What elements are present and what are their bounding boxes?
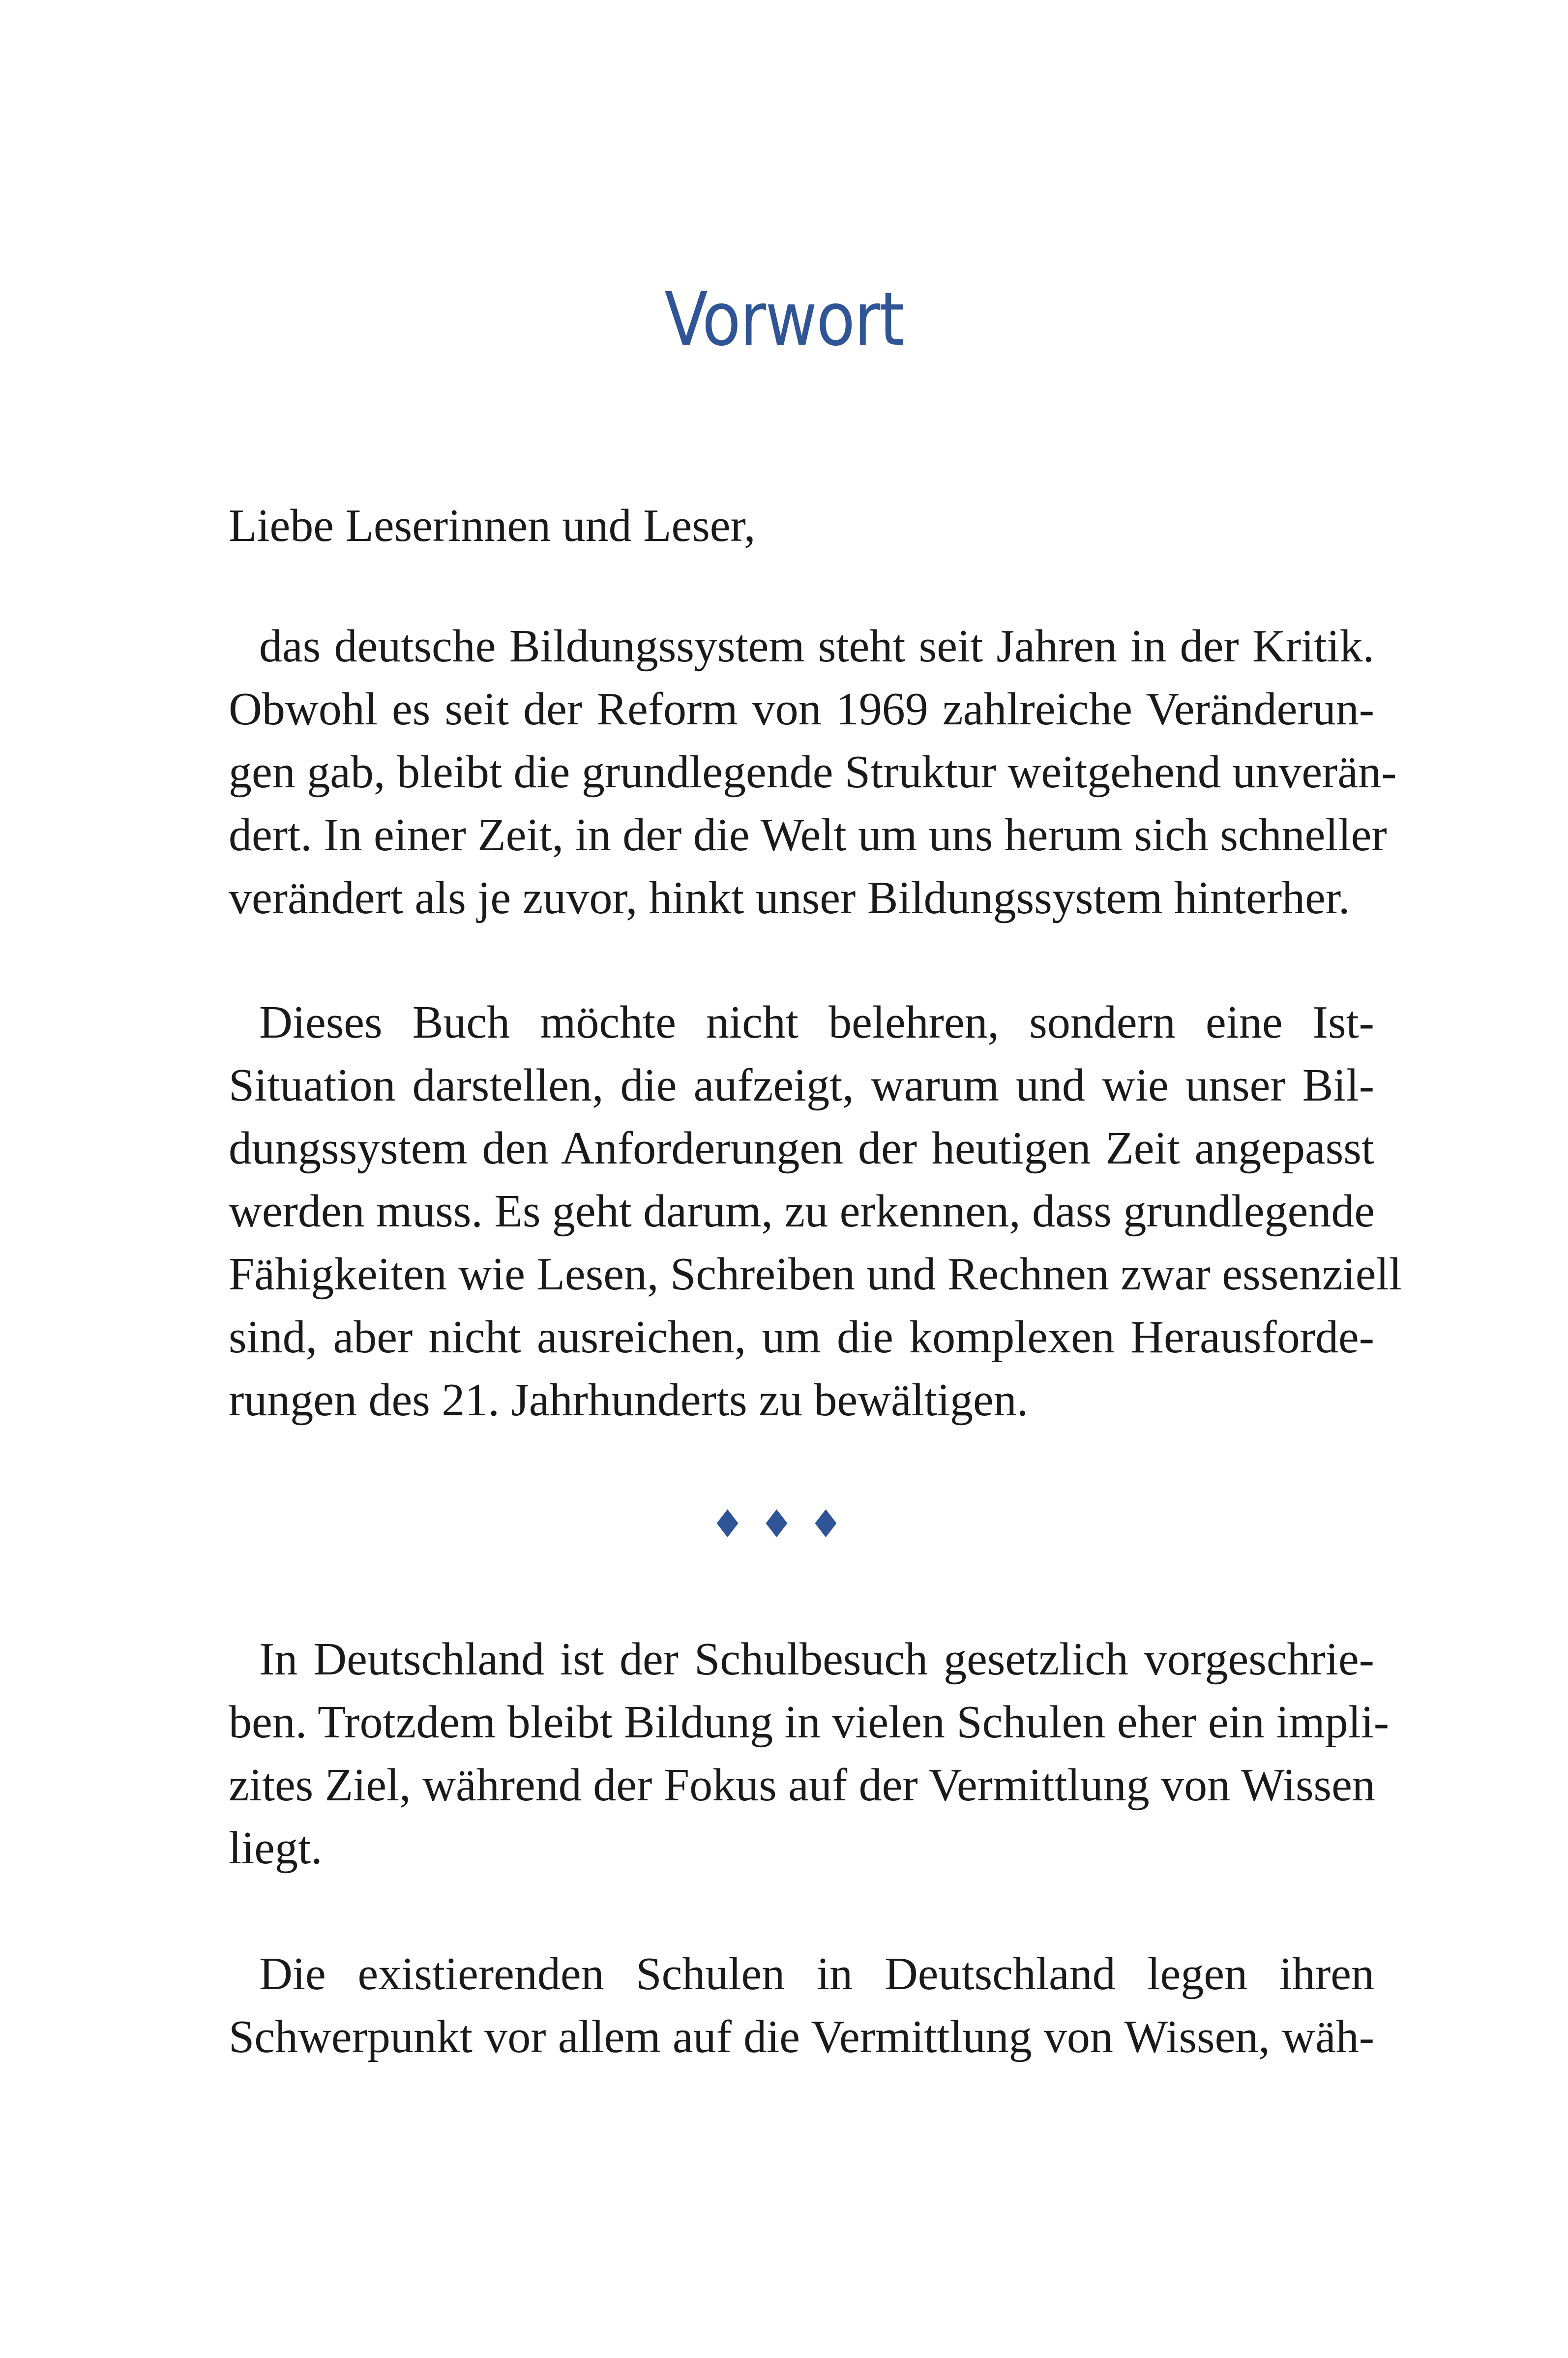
paragraph-1 <box>229 615 1397 929</box>
paragraph-line: Die existierenden Schulen in Deutschland legen ihren <box>259 1948 1374 2000</box>
paragraph-line: rungen des 21. Jahrhunderts zu bewältigen. <box>229 1374 1029 1426</box>
paragraph-line: liegt. <box>229 1822 323 1874</box>
paragraph-line: das deutsche Bildungssystem steht seit Jahren in der Kritik. <box>259 621 1374 672</box>
paragraph-line: sind, aber nicht ausreichen, um die komplexen Herausforde- <box>229 1312 1374 1363</box>
paragraph-line: Situation darstellen, die aufzeigt, warum und wie unser Bil- <box>229 1060 1374 1111</box>
paragraph-line: Obwohl es seit der Reform von 1969 zahlreiche Veränderun- <box>229 684 1374 735</box>
paragraph-3 <box>229 1628 1390 1880</box>
salutation: Liebe Leserinnen und Leser, <box>229 500 756 551</box>
paragraph-line: ben. Trotzdem bleibt Bildung in vielen Schulen eher ein impli- <box>229 1697 1390 1748</box>
paragraph-line: verändert als je zuvor, hinkt unser Bildungssystem hinterher. <box>229 872 1350 924</box>
paragraph-2 <box>229 991 1402 1432</box>
section-separator-diamonds: ♦♦♦ <box>710 1502 858 1547</box>
paragraph-line: Fähigkeiten wie Lesen, Schreiben und Rechnen zwar essenziell <box>229 1249 1402 1300</box>
page-title: Vorwort <box>664 277 904 362</box>
paragraph-line: dungssystem den Anforderungen der heutigen Zeit angepasst <box>229 1123 1374 1174</box>
paragraph-line: werden muss. Es geht darum, zu erkennen, dass grundlegende <box>229 1186 1375 1237</box>
paragraph-line: In Deutschland ist der Schulbesuch gesetzlich vorgeschrie- <box>259 1634 1374 1685</box>
paragraph-line: zites Ziel, während der Fokus auf der Vermittlung von Wissen <box>229 1760 1375 1811</box>
paragraph-line: Dieses Buch möchte nicht belehren, sondern eine Ist- <box>259 997 1374 1048</box>
paragraph-line: gen gab, bleibt die grundlegende Struktur weitgehend unverän- <box>229 746 1397 798</box>
paragraph-4 <box>229 1942 1374 2068</box>
paragraph-line: dert. In einer Zeit, in der die Welt um uns herum sich schneller <box>229 809 1387 861</box>
paragraph-line: Schwerpunkt vor allem auf die Vermittlung von Wissen, wäh- <box>229 2011 1374 2062</box>
